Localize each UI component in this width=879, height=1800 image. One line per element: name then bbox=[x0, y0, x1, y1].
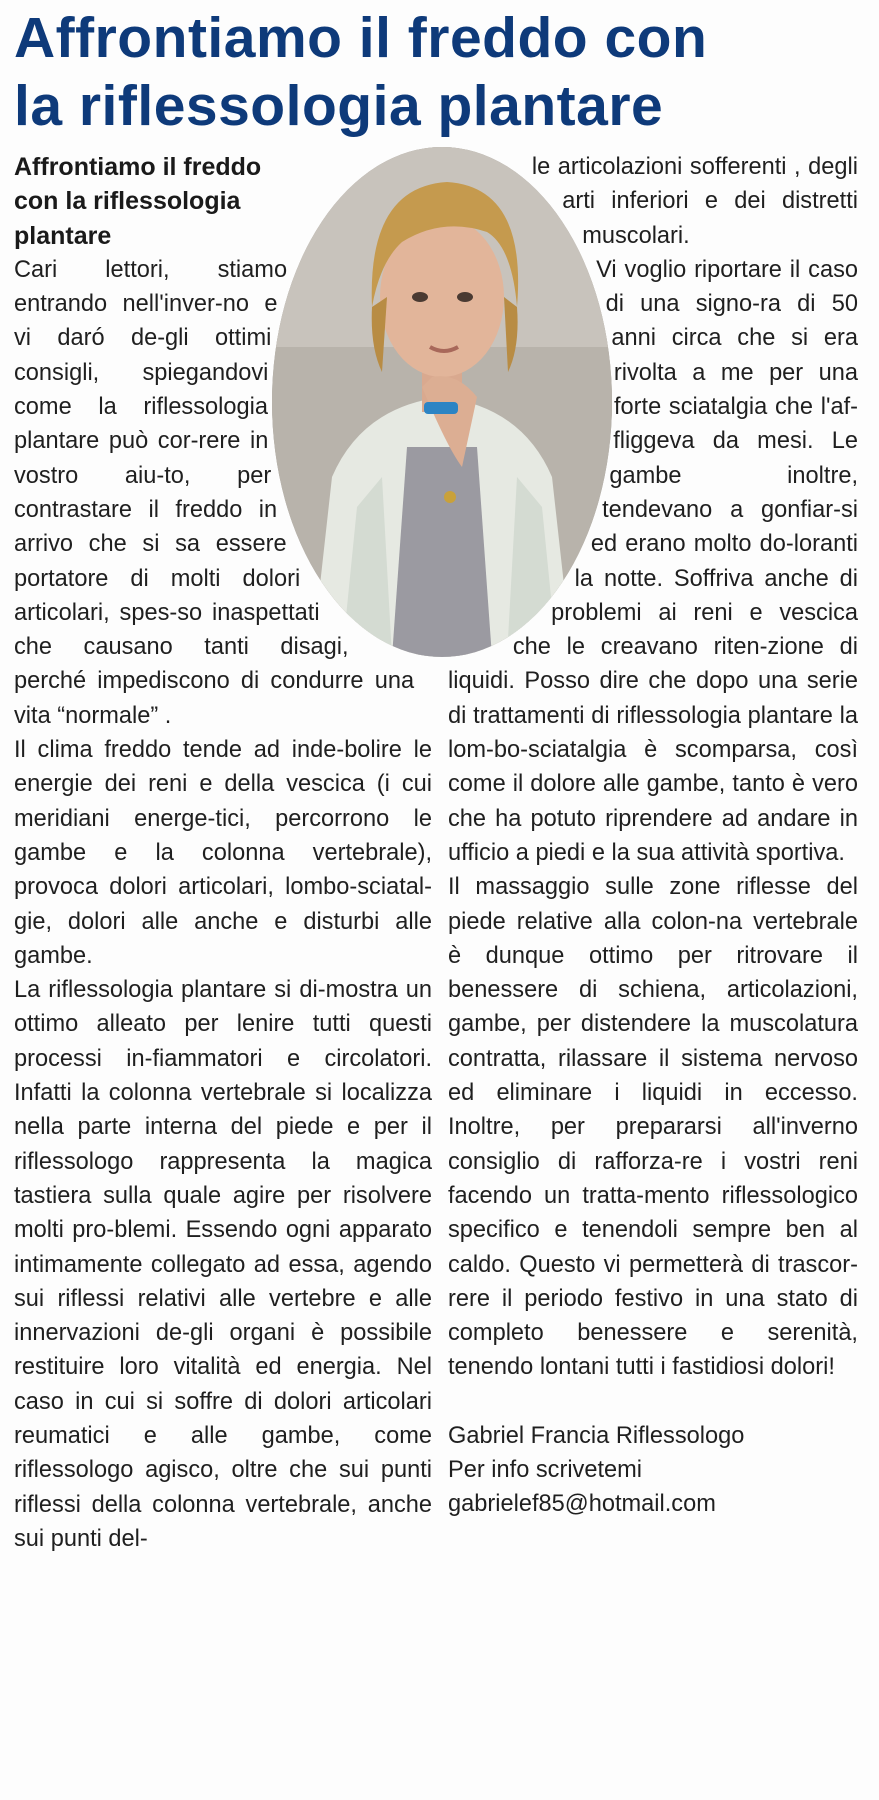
body-paragraph: Vi voglio riportare il caso di una signo-ra di 50 anni circa che si era rivolta a me per una forte sciatalgia che l'af-fliggeva da mesi. Le gambe inoltre, tendevano a gonfiar-si ed erano molto do-loranti la notte. Soffriva anche di problemi ai reni e vescica che le creavano riten-zione di liquidi. Posso dire che dopo una serie di trattamenti di riflessologia plantare la lom-bo-sciatalgia è scomparsa, così come il dolore alle gambe, tanto è vero che ha potuto riprendere ad andare in ufficio a piedi e la sua attività sportiva. bbox=[448, 256, 858, 866]
headline-line-1: Affrontiamo il freddo con bbox=[14, 6, 708, 70]
subhead-line-1: Affrontiamo il freddo bbox=[14, 153, 262, 181]
body-paragraph: La riflessologia plantare si di-mostra un ottimo alleato per lenire tutti questi processi in-fiammatori e circolatori. Infatti la colonna vertebrale si localizza nella parte interna del piede e per il riflessologo rappresenta la magica tastiera sulla quale agire per risolvere molti pro-blemi. Essendo ogni apparato intimamente collegato ad essa, agendo sui riflessi relativi alle vertebre e alle innervazioni de-gli organi è possibile restituire loro vitalità ed energia. Nel caso in cui si soffre di dolori articolari reumatici e alle gambe, come riflessologo agisco, oltre che sui punti riflessi della colonna vertebrale, anche sui punti del- bbox=[14, 977, 432, 1552]
headline-line-2: la riflessologia plantare bbox=[14, 74, 664, 138]
body-paragraph: Cari lettori, stiamo entrando nell'inver-no e vi daró de-gli ottimi consigli, spiegandovi come la riflessologia plantare può cor-rere in vostro aiu-to, per contrastare il freddo in arrivo che si sa essere portatore di molti dolori articolari, spes-so inaspettati che causano tanti disagi, perché impediscono di condurre una vita “normale” . bbox=[14, 256, 415, 729]
article-headline bbox=[14, 4, 874, 140]
byline-email: gabrielef85@hotmail.com bbox=[448, 1491, 716, 1518]
subhead-line-3: plantare bbox=[14, 221, 112, 250]
left-column bbox=[14, 150, 432, 1556]
subhead-line-2: con la riflessologia bbox=[14, 187, 241, 216]
body-paragraph: Il massaggio sulle zone riflesse del piede relative alla colon-na vertebrale è dunque ottimo per ritrovare il benessere di schiena, articolazioni, gambe, per distendere la muscolatura contratta, rilassare il sistema nervoso ed eliminare i liquidi in eccesso. Inoltre, per prepararsi all'inverno consiglio di rafforza-re i vostri reni facendo un tratta-mento riflessologico specifico e tenendoli sempre ben al caldo. Questo vi permetterà di trascor-rere il periodo festivo in una stato di completo benessere e serenità, tenendo lontani tutti i fastidiosi dolori! bbox=[448, 874, 858, 1381]
byline-contact-label: Per info scrivetemi bbox=[448, 1456, 643, 1483]
body-paragraph: Il clima freddo tende ad inde-bolire le energie dei reni e della vescica (i cui meridiani energe-tici, percorrono le gambe e la colonna vertebrale), provoca dolori articolari, lombo-sciatal-gie, dolori alle anche e disturbi alle gambe. bbox=[14, 737, 432, 969]
author-byline bbox=[448, 1419, 858, 1522]
body-paragraph: le articolazioni sofferenti , degli arti inferiori e dei distretti muscolari. bbox=[531, 154, 858, 249]
right-column bbox=[448, 150, 858, 1522]
byline-name: Gabriel Francia Riflessologo bbox=[448, 1422, 745, 1449]
